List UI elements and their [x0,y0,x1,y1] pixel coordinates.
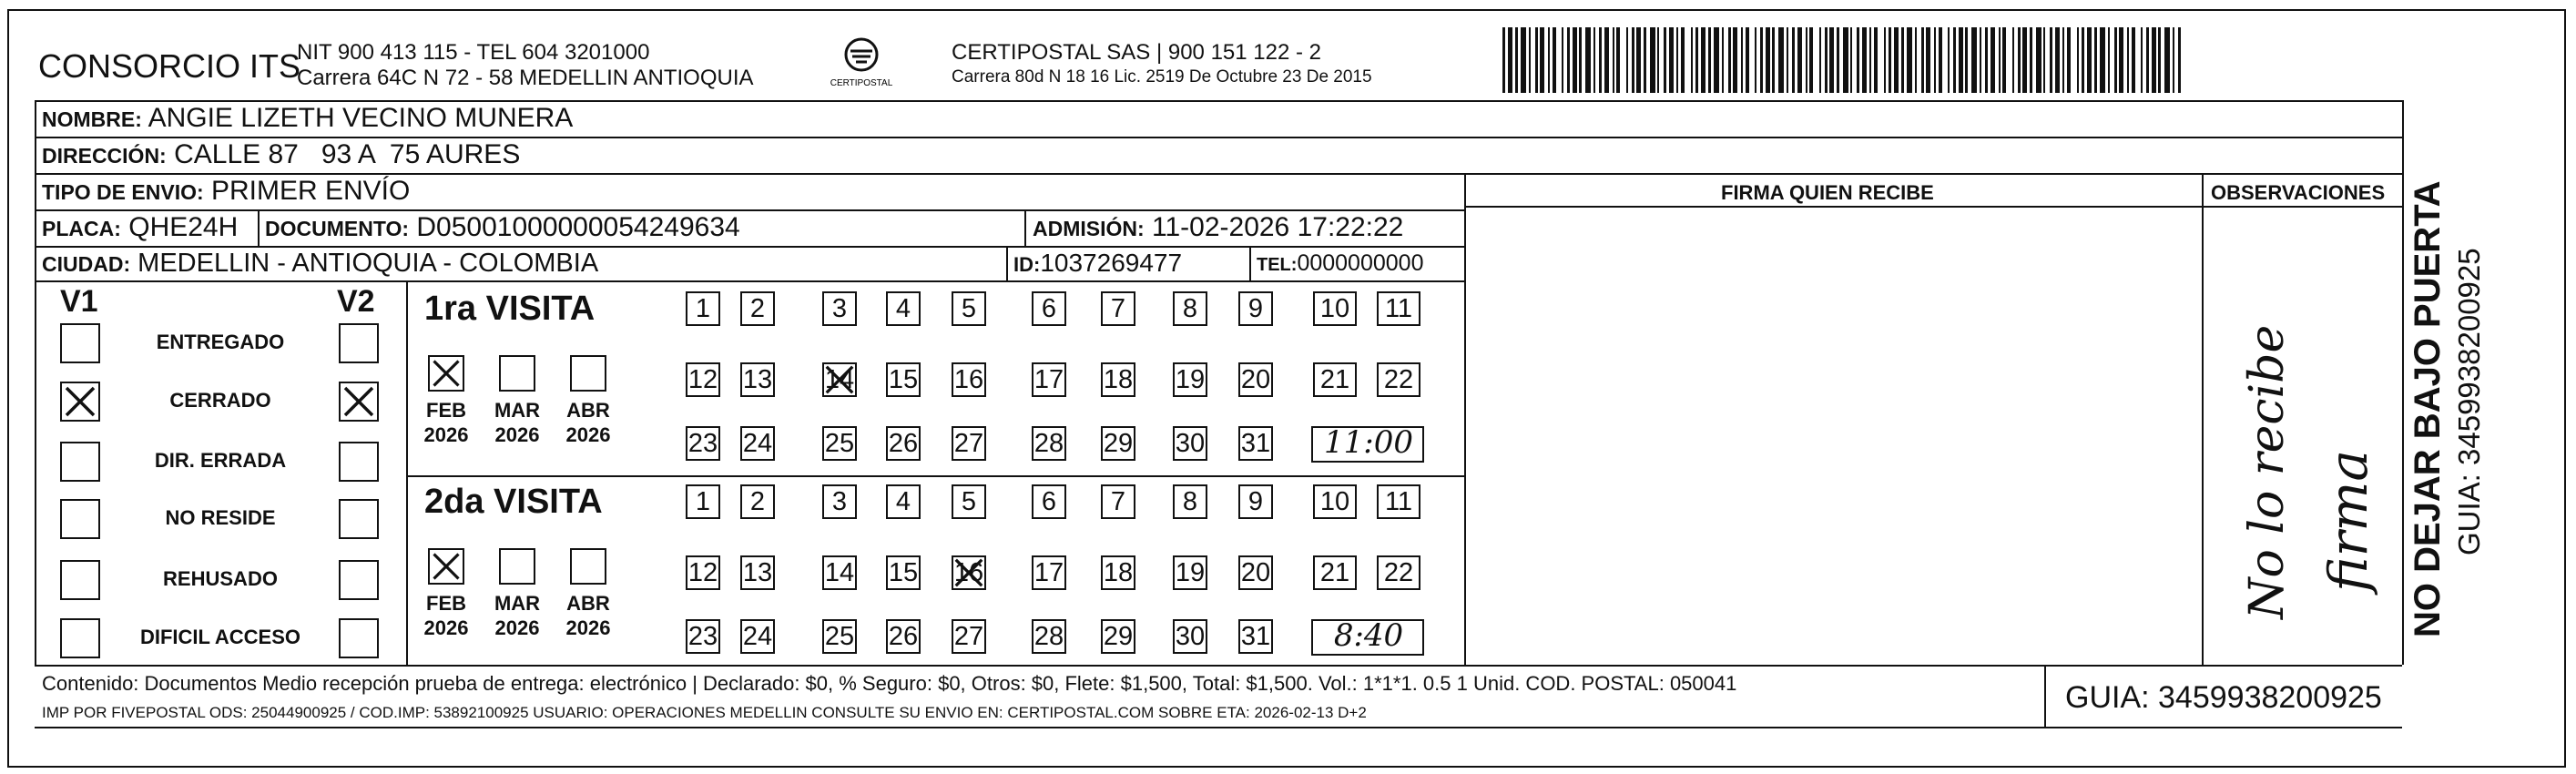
day-box[interactable]: 2 [740,291,775,326]
admission-value: 11-02-2026 17:22:22 [1152,212,1404,242]
recipient-name: ANGIE LIZETH VECINO MUNERA [148,103,574,133]
barcode-bar [1636,27,1641,93]
barcode-bar [2043,27,2045,93]
day-box[interactable]: 30 [1173,619,1207,654]
barcode-bar [2018,27,2021,93]
status-v2-checkbox[interactable] [339,499,379,539]
barcode-bar [1907,27,1912,93]
footer-print-info: IMP POR FIVEPOSTAL ODS: 25044900925 / COD.IMP: 53892100925 USUARIO: OPERACIONES MEDELLIN CONSULTE SU ENVIO EN: CERTIPOSTAL.COM SOBRE ETA: 2026-02-13 D+2 [42,704,1367,721]
barcode-bar [1971,27,1977,93]
day-box[interactable]: 5 [952,484,986,519]
day-box[interactable]: 20 [1238,362,1273,397]
barcode-bar [2114,27,2117,93]
barcode-bar [1850,27,1852,93]
barcode-bar [1521,27,1526,93]
divider [35,137,2402,138]
barcode-bar [1599,27,1602,93]
barcode-bar [2067,27,2071,93]
month-checkbox[interactable] [428,355,464,392]
barcode-bar [1797,27,1802,93]
day-box[interactable]: 16 [952,362,986,397]
month-checkbox[interactable] [499,548,535,585]
year-label: 2026 [423,616,469,639]
barcode-bar [2100,27,2105,93]
status-v1-checkbox[interactable] [60,382,100,422]
day-box[interactable]: 1 [686,484,720,519]
barcode [1502,27,2181,93]
divider [1024,209,1026,246]
id-label: ID: [1013,253,1041,276]
day-box[interactable]: 10 [1313,291,1357,326]
tel-cell [1257,250,1423,277]
barcode-bar [2030,27,2032,93]
barcode-bar [1741,27,1743,93]
barcode-bar [2082,27,2084,93]
day-box[interactable]: 4 [886,484,921,519]
barcode-bar [1746,27,1749,93]
barcode-bar [2146,27,2149,93]
barcode-bar [1792,27,1795,93]
month-label: FEB [426,399,466,422]
barcode-bar [1953,27,1956,93]
plate-cell [42,212,238,243]
barcode-bar [1915,27,1917,93]
visit-title: 2da VISITA [424,483,603,521]
v1-header: V1 [60,284,98,319]
address-label: DIRECCIÓN: [42,144,167,168]
status-v2-checkbox[interactable] [339,442,379,482]
barcode-bar [1829,27,1834,93]
barcode-bar [1760,27,1763,93]
day-box[interactable]: 23 [686,619,720,654]
status-v2-checkbox[interactable] [339,560,379,600]
status-v1-checkbox[interactable] [60,499,100,539]
day-box[interactable]: 6 [1032,484,1066,519]
day-box[interactable]: 5 [952,291,986,326]
type-label: TIPO DE ENVIO: [42,180,204,204]
footer-contents: Contenido: Documentos Medio recepción prueba de entrega: electrónico | Declarado: $0, % Seguro: $0, Otros: $0, Flete: $1,500, Total: $1,500. Vol.: 1*1*1. 0.5 1 Unid. COD. POSTAL: 050041 [42,672,1737,695]
day-box[interactable]: 9 [1238,484,1273,519]
barcode-bar [1632,27,1634,93]
barcode-bar [1948,27,1950,93]
divider [35,100,36,665]
barcode-bar [2158,27,2161,93]
day-box[interactable]: 17 [1032,555,1066,590]
name-label: NOMBRE: [42,107,142,131]
barcode-bar [1669,27,1674,93]
barcode-bar [1535,27,1538,93]
barcode-bar [1939,27,1942,93]
day-box[interactable]: 21 [1313,555,1357,590]
handwritten-time: 11:00 [1324,424,1413,461]
barcode-bar [1991,27,1995,93]
svg-text:CERTIPOSTAL: CERTIPOSTAL [830,78,893,88]
status-label: NO RESIDE [165,506,276,529]
barcode-bar [2055,27,2060,93]
footer-guide-number: GUIA: 3459938200925 [2065,680,2382,715]
day-box[interactable]: 13 [740,362,775,397]
barcode-bar [1728,27,1731,93]
barcode-bar [1708,27,1711,93]
barcode-bar [1508,27,1512,93]
month-checkbox[interactable] [499,355,535,392]
day-box[interactable]: 2 [740,484,775,519]
divider [1006,246,1008,280]
status-v1-checkbox[interactable] [60,618,100,658]
month-label: MAR [494,399,541,422]
year-label: 2026 [565,423,611,446]
barcode-bar [1772,27,1775,93]
month-label: ABR [566,399,610,422]
status-label: CERRADO [169,389,271,412]
handwritten-time: 8:40 [1333,617,1404,654]
day-box[interactable]: 4 [886,291,921,326]
barcode-bar [2164,27,2170,93]
day-box[interactable]: 23 [686,426,720,461]
barcode-bar [2119,27,2123,93]
status-v1-checkbox[interactable] [60,323,100,363]
barcode-bar [1701,27,1705,93]
barcode-bar [1664,27,1666,93]
company-address: Carrera 64C N 72 - 58 MEDELLIN ANTIOQUIA [297,66,754,90]
barcode-bar [1778,27,1784,93]
barcode-bar [1884,27,1886,93]
month-checkbox[interactable] [428,548,464,585]
day-box[interactable]: 19 [1173,555,1207,590]
barcode-bar [2127,27,2129,93]
barcode-bar [1926,27,1930,93]
divider [2402,100,2404,665]
barcode-bar [1593,27,1595,93]
barcode-bar [1585,27,1591,93]
barcode-bar [2152,27,2156,93]
city-label: CIUDAD: [42,252,131,276]
barcode-bar [1644,27,1646,93]
day-box[interactable]: 25 [822,619,857,654]
barcode-bar [2050,27,2052,93]
barcode-bar [1548,27,1550,93]
divider [35,280,1464,282]
status-label: ENTREGADO [156,331,285,353]
admission-cell [1033,212,1403,243]
barcode-bar [1921,27,1924,93]
observations-header: OBSERVACIONES [2211,181,2386,204]
divider [35,665,2402,667]
status-v1-checkbox[interactable] [60,560,100,600]
day-box[interactable]: 19 [1173,362,1207,397]
document-cell [265,212,740,243]
day-box[interactable]: 11 [1377,484,1420,519]
side-guide-number: GUIA: 3459938200925 [2452,248,2486,555]
day-box[interactable]: 17 [1032,362,1066,397]
barcode-bar [2077,27,2079,93]
barcode-bar [1874,27,1878,93]
divider [406,280,408,665]
day-box[interactable]: 21 [1313,362,1357,397]
barcode-bar [1529,27,1531,93]
divider [2202,173,2204,665]
id-value: 1037269477 [1040,249,1183,277]
divider [1464,173,1466,665]
day-box[interactable]: 30 [1173,426,1207,461]
day-box[interactable]: 18 [1101,555,1135,590]
address-row [42,139,520,170]
day-box[interactable]: 3 [822,291,857,326]
id-cell [1013,249,1182,278]
barcode-bar [1579,27,1582,93]
day-box[interactable]: 13 [740,555,775,590]
day-box[interactable]: 24 [740,426,775,461]
barcode-bar [1626,27,1628,93]
company-nit-tel: NIT 900 413 115 - TEL 604 3201000 [297,40,650,65]
divider [406,475,1464,477]
barcode-bar [1999,27,2001,93]
barcode-bar [1869,27,1871,93]
barcode-bar [1825,27,1828,93]
day-box[interactable]: 1 [686,291,720,326]
barcode-bar [1714,27,1719,93]
barcode-bar [1676,27,1678,93]
month-label: MAR [494,592,541,615]
day-box[interactable]: 27 [952,426,986,461]
day-box[interactable]: 22 [1377,362,1420,397]
barcode-bar [1985,27,1988,93]
admission-label: ADMISIÓN: [1033,217,1145,240]
v2-header: V2 [337,284,375,319]
day-box[interactable]: 10 [1313,484,1357,519]
day-box[interactable]: 28 [1032,619,1066,654]
day-box[interactable]: 15 [886,555,921,590]
barcode-bar [2062,27,2064,93]
month-checkbox[interactable] [570,355,606,392]
barcode-bar [1515,27,1518,93]
day-box[interactable]: 11 [1377,291,1420,326]
barcode-bar [1862,27,1867,93]
courier-name: CERTIPOSTAL SAS | 900 151 122 - 2 [952,40,1321,65]
barcode-bar [1695,27,1698,93]
status-label: REHUSADO [163,567,278,590]
divider [1464,206,2402,208]
day-box[interactable]: 14 [822,555,857,590]
barcode-bar [2022,27,2027,93]
day-box[interactable]: 26 [886,426,921,461]
barcode-bar [1766,27,1770,93]
barcode-bar [2173,27,2174,93]
barcode-bar [1965,27,1968,93]
day-box[interactable]: 26 [886,619,921,654]
year-label: 2026 [494,616,540,639]
barcode-bar [1691,27,1693,93]
day-box[interactable]: 12 [686,555,720,590]
plate-value: QHE24H [128,212,239,242]
barcode-bar [1959,27,1963,93]
barcode-bar [1889,27,1891,93]
barcode-bar [1980,27,1981,93]
divider [35,727,2402,728]
barcode-bar [2036,27,2041,93]
day-box[interactable]: 27 [952,619,986,654]
barcode-bar [1616,27,1620,93]
barcode-bar [2094,27,2097,93]
document-label: DOCUMENTO: [265,217,410,240]
barcode-bar [2012,27,2014,93]
status-v2-checkbox[interactable] [339,382,379,422]
barcode-bar [1843,27,1848,93]
day-box[interactable]: 15 [886,362,921,397]
plate-label: PLACA: [42,217,121,240]
day-box[interactable]: 18 [1101,362,1135,397]
day-box[interactable]: 22 [1377,555,1420,590]
barcode-bar [2141,27,2143,93]
status-v2-checkbox[interactable] [339,618,379,658]
status-v1-checkbox[interactable] [60,442,100,482]
barcode-bar [1650,27,1655,93]
barcode-bar [1573,27,1577,93]
day-box[interactable]: 8 [1173,484,1207,519]
signature-header: FIRMA QUIEN RECIBE [1721,181,1934,204]
divider [1249,246,1251,280]
barcode-bar [1553,27,1556,93]
tel-value: 0000000000 [1297,250,1424,276]
tel-label: TEL: [1257,255,1298,275]
day-box[interactable]: 12 [686,362,720,397]
day-box[interactable]: 31 [1238,619,1273,654]
handwritten-observation: No lo recibe [2240,324,2295,619]
city-cell [42,249,598,279]
day-box[interactable]: 31 [1238,426,1273,461]
barcode-bar [1755,27,1756,93]
day-box[interactable]: 9 [1238,291,1273,326]
barcode-bar [1540,27,1544,93]
barcode-bar [2132,27,2135,93]
barcode-bar [1722,27,1724,93]
day-box[interactable]: 16 [952,555,986,590]
barcode-bar [1819,27,1821,93]
day-box[interactable]: 29 [1101,426,1135,461]
barcode-bar [1809,27,1813,93]
courier-address: Carrera 80d N 18 16 Lic. 2519 De Octubre 23 De 2015 [952,67,1372,87]
barcode-bar [1901,27,1904,93]
year-label: 2026 [494,423,540,446]
month-checkbox[interactable] [570,548,606,585]
month-label: ABR [566,592,610,615]
day-box[interactable]: 7 [1101,291,1135,326]
year-label: 2026 [423,423,469,446]
year-label: 2026 [565,616,611,639]
barcode-bar [1837,27,1839,93]
day-box[interactable]: 25 [822,426,857,461]
barcode-bar [1857,27,1859,93]
barcode-bar [1502,27,1505,93]
handwritten-signature: firma [2317,450,2379,592]
day-box[interactable]: 6 [1032,291,1066,326]
side-warning: NO DEJAR BAJO PUERTA [2408,180,2448,637]
day-box[interactable]: 29 [1101,619,1135,654]
name-row [42,103,573,134]
barcode-bar [1934,27,1936,93]
divider [35,173,2402,175]
divider [258,209,260,246]
divider [35,209,1464,211]
day-box[interactable]: 14 [822,362,857,397]
status-label: DIFICIL ACCESO [139,626,300,648]
divider [35,100,2402,102]
barcode-bar [1894,27,1899,93]
city-value: MEDELLIN - ANTIOQUIA - COLOMBIA [137,249,599,278]
barcode-bar [1562,27,1563,93]
barcode-bar [2178,27,2181,93]
barcode-bar [2108,27,2110,93]
shipment-type: PRIMER ENVÍO [210,176,411,206]
certipostal-logo [830,36,893,89]
visit-title: 1ra VISITA [424,290,596,328]
barcode-bar [1681,27,1685,93]
day-box[interactable]: 8 [1173,291,1207,326]
company-name: CONSORCIO ITS [38,47,301,85]
day-box[interactable]: 20 [1238,555,1273,590]
barcode-bar [1567,27,1570,93]
day-box[interactable]: 7 [1101,484,1135,519]
divider [2044,665,2046,727]
barcode-bar [1806,27,1807,93]
barcode-bar [1733,27,1737,93]
barcode-bar [2002,27,2006,93]
recipient-address: CALLE 87 93 A 75 AURES [174,139,521,169]
type-row [42,176,410,207]
day-box[interactable]: 24 [740,619,775,654]
barcode-bar [1613,27,1614,93]
barcode-bar [1604,27,1609,93]
status-v2-checkbox[interactable] [339,323,379,363]
barcode-bar [1787,27,1788,93]
day-box[interactable]: 3 [822,484,857,519]
document-value: D05001000000054249634 [416,212,740,242]
barcode-bar [2087,27,2092,93]
status-label: DIR. ERRADA [154,449,287,472]
barcode-bar [1657,27,1659,93]
day-box[interactable]: 28 [1032,426,1066,461]
month-label: FEB [426,592,466,615]
